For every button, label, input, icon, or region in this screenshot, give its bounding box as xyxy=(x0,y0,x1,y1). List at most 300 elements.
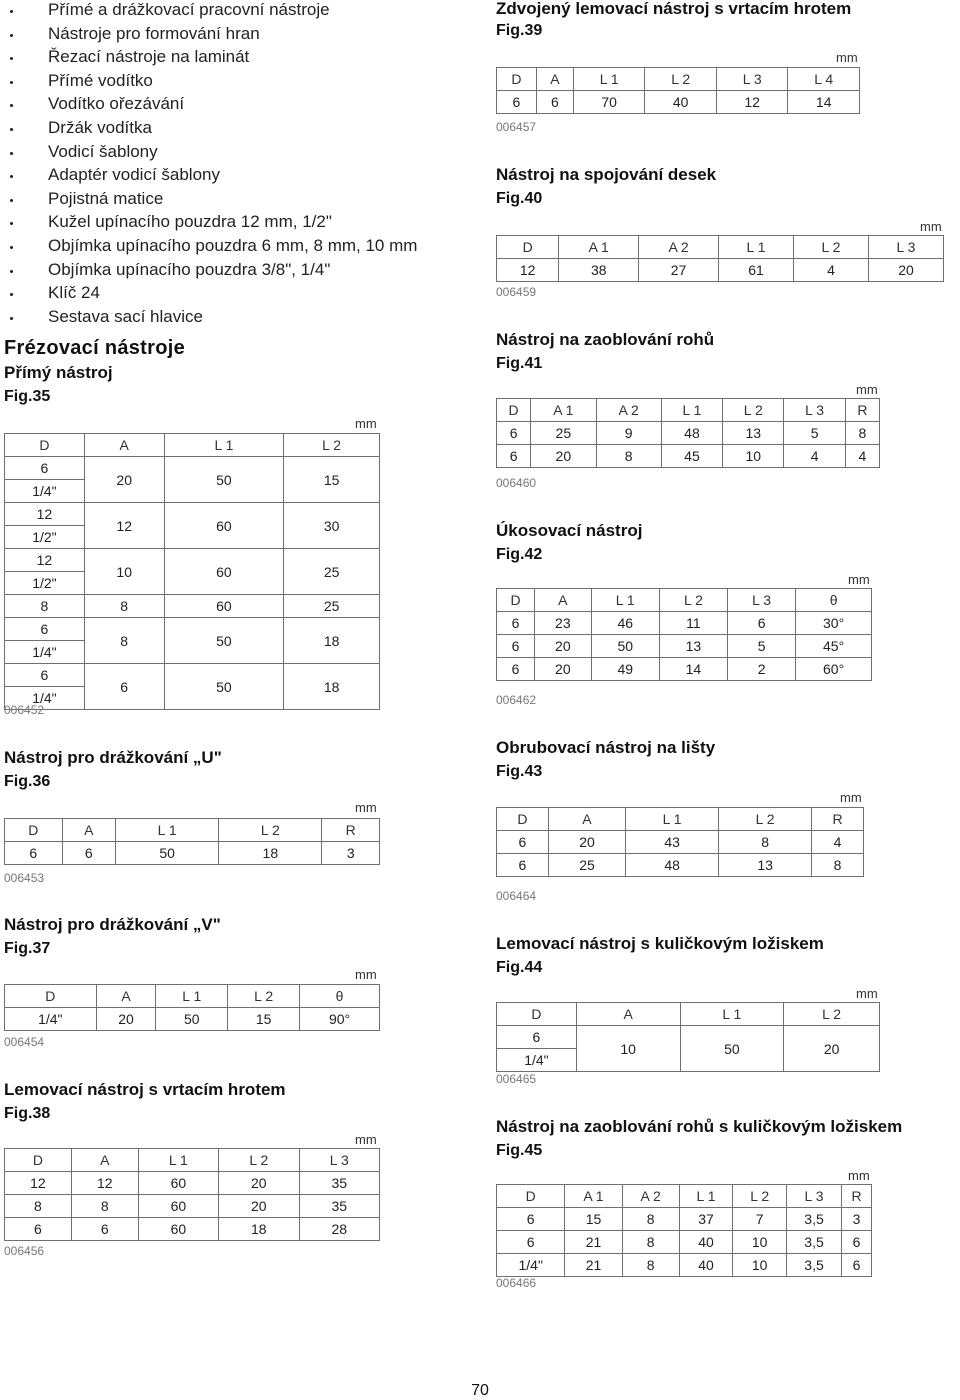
table-cell: 8 xyxy=(622,1208,679,1231)
table-cell: 60 xyxy=(164,595,284,618)
fig41-unit: mm xyxy=(856,382,878,397)
table-cell: 8 xyxy=(5,1195,72,1218)
header-cell: L 1 xyxy=(719,236,794,259)
fig44-title: Lemovací nástroj s kuličkovým ložiskem xyxy=(496,934,824,953)
table-cell: 20 xyxy=(548,831,625,854)
list-item: Pojistná matice xyxy=(10,187,417,211)
header-cell: D xyxy=(5,819,63,842)
header-cell: L 2 xyxy=(723,399,784,422)
header-cell: R xyxy=(842,1185,872,1208)
fig37-title: Nástroj pro drážkování „V" xyxy=(4,915,221,934)
fig38-label: Fig.38 xyxy=(4,1105,51,1122)
header-cell: L 3 xyxy=(868,236,943,259)
fig36-label: Fig.36 xyxy=(4,773,51,790)
header-cell: D xyxy=(5,1149,72,1172)
table-row xyxy=(497,91,860,114)
fig38-title: Lemovací nástroj s vrtacím hrotem xyxy=(4,1080,286,1099)
table-cell: 15 xyxy=(284,457,380,503)
header-cell: D xyxy=(497,1185,565,1208)
header-cell: θ xyxy=(796,589,872,612)
table-cell: 20 xyxy=(868,259,943,282)
fig41-table xyxy=(496,398,880,468)
table-row xyxy=(5,1172,380,1195)
d-value: 1/4" xyxy=(497,1048,576,1071)
header-cell: L 2 xyxy=(784,1003,880,1026)
header-cell: A xyxy=(548,808,625,831)
table-cell: 30 xyxy=(284,503,380,549)
table-cell: 3 xyxy=(842,1208,872,1231)
table-cell: 8 xyxy=(84,618,164,664)
table-cell: 6 xyxy=(497,1231,565,1254)
fig39-title: Zdvojený lemovací nástroj s vrtacím hrotem xyxy=(496,0,852,18)
header-cell: D xyxy=(497,808,549,831)
table-cell: 27 xyxy=(639,259,719,282)
fig43-title: Obrubovací nástroj na lišty xyxy=(496,738,716,757)
table-header-row xyxy=(497,1185,872,1208)
d-cell xyxy=(5,549,85,595)
fig43-table xyxy=(496,807,864,877)
fig45-title: Nástroj na zaoblování rohů s kuličkovým ložiskem xyxy=(496,1117,903,1136)
table-cell: 4 xyxy=(784,445,845,468)
header-cell: L 2 xyxy=(219,819,322,842)
list-item: Vodicí šablony xyxy=(10,140,417,164)
header-cell: L 2 xyxy=(659,589,727,612)
table-cell: 6 xyxy=(5,1218,72,1241)
header-cell: L 3 xyxy=(784,399,845,422)
table-cell: 8 xyxy=(719,831,812,854)
fig42-table xyxy=(496,588,872,681)
fig36-code: 006453 xyxy=(4,871,45,885)
header-cell: L 1 xyxy=(679,1185,733,1208)
fig39-unit: mm xyxy=(836,50,858,65)
table-cell: 21 xyxy=(565,1254,622,1277)
table-cell: 43 xyxy=(626,831,719,854)
table-cell: 60 xyxy=(164,503,284,549)
fig36-unit: mm xyxy=(355,800,377,815)
fig42-unit: mm xyxy=(848,572,870,587)
table-cell: 60° xyxy=(796,658,872,681)
table-cell: 10 xyxy=(733,1231,787,1254)
table-cell: 70 xyxy=(573,91,645,114)
table-row xyxy=(5,595,380,618)
table-cell: 5 xyxy=(784,422,845,445)
fig42-label: Fig.42 xyxy=(496,546,543,563)
header-cell: L 2 xyxy=(719,808,812,831)
table-cell: 1/4" xyxy=(497,1254,565,1277)
header-cell: A xyxy=(84,434,164,457)
list-item: Klíč 24 xyxy=(10,281,417,305)
table-cell: 1/4" xyxy=(5,1008,97,1031)
table-cell: 5 xyxy=(728,635,796,658)
table-cell: 61 xyxy=(719,259,794,282)
d-cell: 8 xyxy=(5,595,85,618)
table-header-row xyxy=(5,1149,380,1172)
header-cell: R xyxy=(322,819,380,842)
fig40-label: Fig.40 xyxy=(496,190,543,207)
table-cell: 6 xyxy=(497,422,531,445)
table-cell: 25 xyxy=(284,549,380,595)
fig43-unit: mm xyxy=(840,790,862,805)
table-cell: 6 xyxy=(497,612,535,635)
table-cell: 20 xyxy=(535,658,592,681)
table-row xyxy=(5,457,380,503)
fig38-code: 006456 xyxy=(4,1244,45,1258)
table-cell: 6 xyxy=(497,658,535,681)
table-cell: 48 xyxy=(661,422,722,445)
header-cell: L 2 xyxy=(794,236,869,259)
table-header-row xyxy=(497,589,872,612)
table-cell: 50 xyxy=(116,842,219,865)
d-value: 1/4" xyxy=(5,686,84,709)
header-cell: L 1 xyxy=(626,808,719,831)
header-cell: A 2 xyxy=(639,236,719,259)
table-cell: 13 xyxy=(723,422,784,445)
d-value: 1/4" xyxy=(5,640,84,663)
fig44-table xyxy=(496,1002,880,1072)
table-cell: 3,5 xyxy=(787,1208,842,1231)
header-cell: L 3 xyxy=(716,68,788,91)
table-header-row xyxy=(5,985,380,1008)
header-cell: A 1 xyxy=(559,236,639,259)
table-cell: 18 xyxy=(284,664,380,710)
d-value: 1/2" xyxy=(5,571,84,594)
table-header-row xyxy=(497,399,880,422)
table-cell: 6 xyxy=(536,91,573,114)
table-cell: 45 xyxy=(661,445,722,468)
list-item: Držák vodítka xyxy=(10,116,417,140)
table-cell: 50 xyxy=(164,618,284,664)
table-header-row xyxy=(5,819,380,842)
header-cell: A 2 xyxy=(622,1185,679,1208)
table-cell: 6 xyxy=(497,91,537,114)
header-cell: A xyxy=(62,819,116,842)
table-row xyxy=(497,445,880,468)
table-cell: 6 xyxy=(62,842,116,865)
d-value: 6 xyxy=(40,667,49,683)
fig42-code: 006462 xyxy=(496,693,537,707)
list-item: Kužel upínacího pouzdra 12 mm, 1/2" xyxy=(10,210,417,234)
fig40-unit: mm xyxy=(920,219,942,234)
table-cell: 8 xyxy=(622,1231,679,1254)
table-row xyxy=(5,664,380,710)
table-cell: 50 xyxy=(156,1008,228,1031)
table-header-row xyxy=(497,808,864,831)
header-cell: A xyxy=(535,589,592,612)
table-cell: 45° xyxy=(796,635,872,658)
table-header-row xyxy=(497,68,860,91)
d-value: 12 xyxy=(36,552,53,568)
table-cell: 6 xyxy=(71,1218,138,1241)
table-cell: 35 xyxy=(299,1172,379,1195)
table-cell: 8 xyxy=(845,422,879,445)
d-value: 1/4" xyxy=(5,479,84,502)
header-cell: L 1 xyxy=(156,985,228,1008)
table-cell: 20 xyxy=(219,1195,299,1218)
header-cell: D xyxy=(497,236,559,259)
table-header-row xyxy=(5,434,380,457)
list-item: Sestava sací hlavice xyxy=(10,305,417,329)
header-cell: A 1 xyxy=(531,399,596,422)
table-cell: 11 xyxy=(659,612,727,635)
d-value: 1/2" xyxy=(5,525,84,548)
table-cell: 60 xyxy=(138,1195,218,1218)
table-cell: 10 xyxy=(84,549,164,595)
table-cell: 13 xyxy=(659,635,727,658)
table-cell: 10 xyxy=(723,445,784,468)
list-item: Adaptér vodicí šablony xyxy=(10,163,417,187)
header-cell: A 1 xyxy=(565,1185,622,1208)
table-cell: 6 xyxy=(497,445,531,468)
header-cell: A 2 xyxy=(596,399,661,422)
table-cell: 50 xyxy=(680,1026,784,1072)
fig37-unit: mm xyxy=(355,967,377,982)
table-cell: 28 xyxy=(299,1218,379,1241)
fig35-unit: mm xyxy=(355,416,377,431)
table-cell: 40 xyxy=(645,91,717,114)
fig37-code: 006454 xyxy=(4,1035,45,1049)
list-item: Nástroje pro formování hran xyxy=(10,22,417,46)
table-header-row xyxy=(497,1003,880,1026)
table-cell: 50 xyxy=(164,457,284,503)
table-cell: 12 xyxy=(71,1172,138,1195)
table-cell: 18 xyxy=(219,842,322,865)
table-cell: 15 xyxy=(228,1008,300,1031)
table-cell: 21 xyxy=(565,1231,622,1254)
fig45-table xyxy=(496,1184,872,1277)
table-row xyxy=(497,1208,872,1231)
table-cell: 10 xyxy=(576,1026,680,1072)
fig36-title: Nástroj pro drážkování „U" xyxy=(4,748,222,767)
table-row xyxy=(5,1008,380,1031)
fig45-code: 006466 xyxy=(496,1276,537,1290)
table-cell: 9 xyxy=(596,422,661,445)
table-row xyxy=(497,612,872,635)
d-cell xyxy=(497,1026,577,1072)
table-row xyxy=(497,259,944,282)
table-row xyxy=(5,618,380,664)
fig45-label: Fig.45 xyxy=(496,1142,543,1159)
list-item: Objímka upínacího pouzdra 6 mm, 8 mm, 10 mm xyxy=(10,234,417,258)
d-value: 6 xyxy=(40,460,49,476)
table-cell: 8 xyxy=(596,445,661,468)
table-cell: 2 xyxy=(728,658,796,681)
table-row xyxy=(497,658,872,681)
list-item: Řezací nástroje na laminát xyxy=(10,45,417,69)
accessory-list xyxy=(10,0,417,328)
header-cell: A xyxy=(536,68,573,91)
table-cell: 8 xyxy=(71,1195,138,1218)
table-cell: 40 xyxy=(679,1254,733,1277)
table-row xyxy=(5,503,380,549)
table-cell: 25 xyxy=(548,854,625,877)
table-cell: 10 xyxy=(733,1254,787,1277)
fig37-table xyxy=(4,984,380,1031)
header-cell: D xyxy=(497,399,531,422)
table-row xyxy=(497,1231,872,1254)
table-cell: 40 xyxy=(679,1231,733,1254)
table-row xyxy=(497,1254,872,1277)
table-cell: 20 xyxy=(219,1172,299,1195)
fig40-table xyxy=(496,235,944,282)
table-row xyxy=(497,831,864,854)
fig35-table xyxy=(4,433,380,710)
table-cell: 6 xyxy=(842,1231,872,1254)
fig40-title: Nástroj na spojování desek xyxy=(496,165,717,184)
page-number: 70 xyxy=(471,1382,489,1399)
d-value: 6 xyxy=(532,1029,541,1045)
header-cell: L 1 xyxy=(680,1003,784,1026)
table-cell: 46 xyxy=(591,612,659,635)
fig40-code: 006459 xyxy=(496,285,537,299)
table-cell: 13 xyxy=(719,854,812,877)
table-cell: 18 xyxy=(284,618,380,664)
fig39-table xyxy=(496,67,860,114)
table-cell: 20 xyxy=(84,457,164,503)
table-cell: 23 xyxy=(535,612,592,635)
table-row xyxy=(5,1218,380,1241)
table-cell: 6 xyxy=(497,831,549,854)
table-cell: 37 xyxy=(679,1208,733,1231)
header-cell: A xyxy=(96,985,156,1008)
table-cell: 8 xyxy=(622,1254,679,1277)
list-item: Přímé vodítko xyxy=(10,69,417,93)
table-row xyxy=(497,1026,880,1072)
fig41-title: Nástroj na zaoblování rohů xyxy=(496,330,715,349)
fig41-code: 006460 xyxy=(496,476,537,490)
table-cell: 6 xyxy=(84,664,164,710)
fig44-code: 006465 xyxy=(496,1072,537,1086)
header-cell: L 3 xyxy=(728,589,796,612)
table-cell: 12 xyxy=(716,91,788,114)
fig38-table xyxy=(4,1148,380,1241)
table-cell: 50 xyxy=(591,635,659,658)
header-cell: L 1 xyxy=(116,819,219,842)
fig43-label: Fig.43 xyxy=(496,763,543,780)
table-cell: 6 xyxy=(497,1208,565,1231)
header-cell: L 1 xyxy=(164,434,284,457)
table-cell: 8 xyxy=(84,595,164,618)
table-cell: 14 xyxy=(788,91,860,114)
fig44-label: Fig.44 xyxy=(496,959,543,976)
table-cell: 8 xyxy=(812,854,864,877)
table-cell: 7 xyxy=(733,1208,787,1231)
table-cell: 14 xyxy=(659,658,727,681)
table-row xyxy=(5,1195,380,1218)
table-cell: 25 xyxy=(284,595,380,618)
header-cell: L 1 xyxy=(573,68,645,91)
list-item: Vodítko ořezávání xyxy=(10,92,417,116)
table-cell: 30° xyxy=(796,612,872,635)
section-title: Frézovací nástroje xyxy=(4,337,186,359)
fig43-code: 006464 xyxy=(496,889,537,903)
table-cell: 60 xyxy=(138,1172,218,1195)
table-cell: 20 xyxy=(96,1008,156,1031)
header-cell: D xyxy=(497,1003,577,1026)
table-cell: 6 xyxy=(497,854,549,877)
header-cell: L 3 xyxy=(299,1149,379,1172)
fig37-label: Fig.37 xyxy=(4,940,51,957)
header-cell: R xyxy=(845,399,879,422)
table-cell: 3,5 xyxy=(787,1254,842,1277)
table-cell: 4 xyxy=(812,831,864,854)
fig39-code: 006457 xyxy=(496,120,537,134)
header-cell: L 4 xyxy=(788,68,860,91)
header-cell: D xyxy=(5,434,85,457)
table-cell: 6 xyxy=(842,1254,872,1277)
table-cell: 38 xyxy=(559,259,639,282)
header-cell: L 2 xyxy=(284,434,380,457)
list-item: Přímé a drážkovací pracovní nástroje xyxy=(10,0,417,22)
header-cell: θ xyxy=(300,985,380,1008)
header-cell: L 3 xyxy=(787,1185,842,1208)
table-row xyxy=(5,842,380,865)
table-cell: 12 xyxy=(5,1172,72,1195)
table-row xyxy=(497,635,872,658)
d-cell xyxy=(5,618,85,664)
header-cell: D xyxy=(497,589,535,612)
d-cell xyxy=(5,457,85,503)
fig35-label: Fig.35 xyxy=(4,388,51,405)
fig35-title: Přímý nástroj xyxy=(4,363,113,382)
table-cell: 20 xyxy=(784,1026,880,1072)
table-cell: 6 xyxy=(728,612,796,635)
d-value: 12 xyxy=(36,506,53,522)
fig41-label: Fig.41 xyxy=(496,355,543,372)
fig44-unit: mm xyxy=(856,986,878,1001)
header-cell: A xyxy=(71,1149,138,1172)
table-cell: 12 xyxy=(497,259,559,282)
header-cell: A xyxy=(576,1003,680,1026)
table-cell: 60 xyxy=(164,549,284,595)
table-cell: 25 xyxy=(531,422,596,445)
table-row xyxy=(497,422,880,445)
table-cell: 18 xyxy=(219,1218,299,1241)
fig36-table xyxy=(4,818,380,865)
header-cell: D xyxy=(5,985,97,1008)
table-cell: 12 xyxy=(84,503,164,549)
table-cell: 20 xyxy=(531,445,596,468)
header-cell: D xyxy=(497,68,537,91)
header-cell: L 2 xyxy=(228,985,300,1008)
table-cell: 90° xyxy=(300,1008,380,1031)
fig39-label: Fig.39 xyxy=(496,22,543,39)
header-cell: L 2 xyxy=(645,68,717,91)
table-cell: 3 xyxy=(322,842,380,865)
header-cell: L 2 xyxy=(219,1149,299,1172)
table-cell: 4 xyxy=(845,445,879,468)
table-cell: 3,5 xyxy=(787,1231,842,1254)
table-header-row xyxy=(497,236,944,259)
table-cell: 48 xyxy=(626,854,719,877)
table-cell: 35 xyxy=(299,1195,379,1218)
table-cell: 4 xyxy=(794,259,869,282)
table-cell: 60 xyxy=(138,1218,218,1241)
header-cell: L 1 xyxy=(661,399,722,422)
header-cell: L 1 xyxy=(138,1149,218,1172)
table-cell: 20 xyxy=(535,635,592,658)
header-cell: L 2 xyxy=(733,1185,787,1208)
fig35-code: 006452 xyxy=(4,703,45,717)
table-row xyxy=(5,549,380,595)
table-cell: 49 xyxy=(591,658,659,681)
table-cell: 50 xyxy=(164,664,284,710)
d-value: 6 xyxy=(40,621,49,637)
d-cell xyxy=(5,503,85,549)
fig42-title: Úkosovací nástroj xyxy=(496,521,643,540)
table-cell: 6 xyxy=(5,842,63,865)
header-cell: L 1 xyxy=(591,589,659,612)
table-cell: 15 xyxy=(565,1208,622,1231)
